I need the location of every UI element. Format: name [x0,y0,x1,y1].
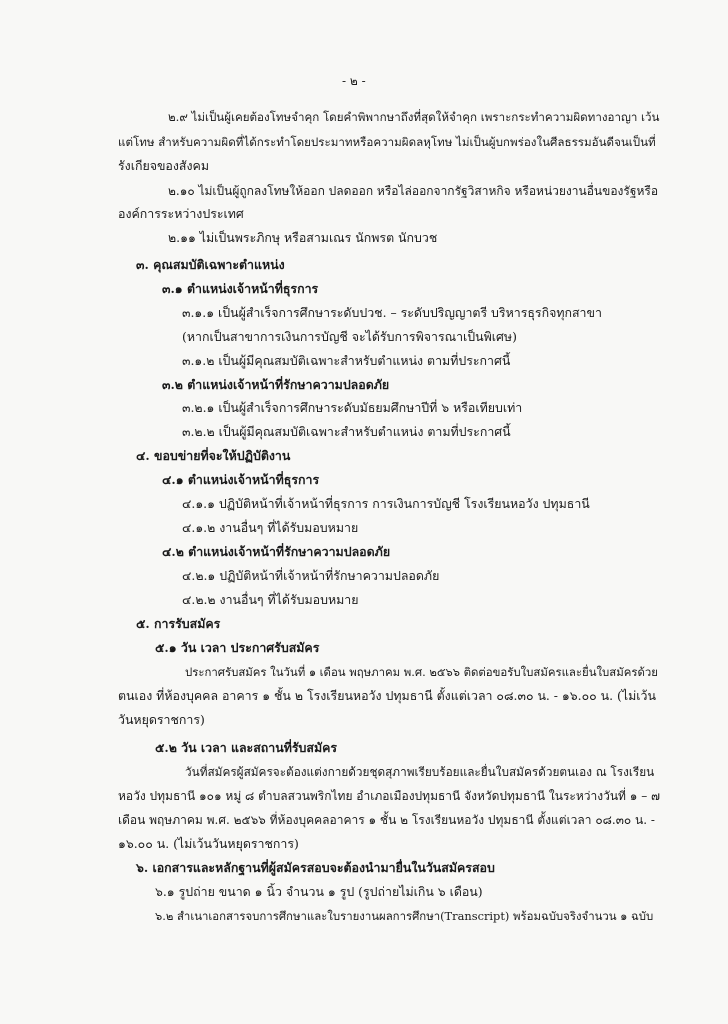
section-4-1-heading: ๔.๑ ตำแหน่งเจ้าหน้าที่ธุรการ [162,472,320,487]
page-number: - ๒ - [342,74,366,88]
item-2-10-line2: องค์การระหว่างประเทศ [118,206,244,221]
item-4-1-1: ๔.๑.๑ ปฏิบัติหน้าที่เจ้าหน้าที่ธุรการ การเงินการบัญชี โรงเรียนหอวัง ปทุมธานี [182,496,590,511]
item-2-10-line1: ๒.๑๐ ไม่เป็นผู้ถูกลงโทษให้ออก ปลดออก หรือไล่ออกจากรัฐวิสาหกิจ หรือหน่วยงานอื่นของรัฐหรือ [168,184,659,198]
item-5-2-line2: หอวัง ปทุมธานี ๑๐๑ หมู่ ๘ ตำบลสวนพริกไทย อำเภอเมืองปทุมธานี จังหวัดปทุมธานี ในระหว่างวันที่ ๑ – ๗ [118,789,661,803]
section-3-1-heading: ๓.๑ ตำแหน่งเจ้าหน้าที่ธุรการ [162,281,319,296]
item-5-1-line3: วันหยุดราชการ) [118,712,205,727]
item-5-1-line2: ตนเอง ที่ห้องบุคคล อาคาร ๑ ชั้น ๒ โรงเรียนหอวัง ปทุมธานี ตั้งแต่เวลา ๐๘.๓๐ น. - ๑๖.๐๐ น. (ไม่เว้น [118,688,656,703]
section-4-2-heading: ๔.๒ ตำแหน่งเจ้าหน้าที่รักษาความปลอดภัย [162,544,391,559]
section-5-heading: ๕. การรับสมัคร [136,616,221,631]
item-2-9-line1: ๒.๙ ไม่เป็นผู้เคยต้องโทษจำคุก โดยคำพิพากษาถึงที่สุดให้จำคุก เพราะกระทำความผิดทางอาญา เว้น [168,110,660,124]
section-5-2-heading: ๕.๒ วัน เวลา และสถานที่รับสมัคร [155,740,338,755]
item-5-2-line4: ๑๖.๐๐ น. (ไม่เว้นวันหยุดราชการ) [118,836,299,851]
section-4-heading: ๔. ขอบข่ายที่จะให้ปฏิบัติงาน [136,448,291,463]
item-4-1-2: ๔.๑.๒ งานอื่นๆ ที่ได้รับมอบหมาย [182,520,359,535]
section-3-heading: ๓. คุณสมบัติเฉพาะตำแหน่ง [136,257,285,272]
item-4-2-2: ๔.๒.๒ งานอื่นๆ ที่ได้รับมอบหมาย [182,592,359,607]
item-3-1-2: ๓.๑.๒ เป็นผู้มีคุณสมบัติเฉพาะสำหรับตำแหน่ง ตามที่ประกาศนี้ [182,353,511,368]
item-5-2-line3: เดือน พฤษภาคม พ.ศ. ๒๕๖๖ ที่ห้องบุคคลอาคาร ๑ ชั้น ๒ โรงเรียนหอวัง ปทุมธานี ตั้งแต่เวลา ๐๘.๓๐ น. - [118,813,655,827]
item-5-1-line1: ประกาศรับสมัคร ในวันที่ ๑ เดือน พฤษภาคม พ.ศ. ๒๕๖๖ ติดต่อขอรับใบสมัครและยื่นใบสมัครด้วย [185,665,658,679]
section-5-1-heading: ๕.๑ วัน เวลา ประกาศรับสมัคร [155,640,320,655]
item-2-11: ๒.๑๑ ไม่เป็นพระภิกษุ หรือสามเณร นักพรต นักบวช [168,230,438,245]
section-3-2-heading: ๓.๒ ตำแหน่งเจ้าหน้าที่รักษาความปลอดภัย [162,377,390,392]
item-4-2-1: ๔.๒.๑ ปฏิบัติหน้าที่เจ้าหน้าที่รักษาความปลอดภัย [182,568,440,583]
item-6-1: ๖.๑ รูปถ่าย ขนาด ๑ นิ้ว จำนวน ๑ รูป (รูปถ่ายไม่เกิน ๖ เดือน) [155,884,483,899]
item-6-2: ๖.๒ สำเนาเอกสารจบการศึกษาและใบรายงานผลการศึกษา(Transcript) พร้อมฉบับจริงจำนวน ๑ ฉบับ [155,909,654,923]
item-3-2-1: ๓.๒.๑ เป็นผู้สำเร็จการศึกษาระดับมัธยมศึกษาปีที่ ๖ หรือเทียบเท่า [182,400,523,415]
item-3-2-2: ๓.๒.๒ เป็นผู้มีคุณสมบัติเฉพาะสำหรับตำแหน่ง ตามที่ประกาศนี้ [182,424,511,439]
item-5-2-line1: วันที่สมัครผู้สมัครจะต้องแต่งกายด้วยชุดสุภาพเรียบร้อยและยื่นใบสมัครด้วยตนเอง ณ โรงเรียน [185,765,655,779]
item-2-9-line3: รังเกียจของสังคม [118,158,209,173]
item-2-9-line2: แต่โทษ สำหรับความผิดที่ได้กระทำโดยประมาทหรือความผิดลหุโทษ ไม่เป็นผู้บกพร่องในศีลธรรมอันดีจนเป็นที่ [118,135,656,149]
item-3-1-1-line2: (หากเป็นสาขาการเงินการบัญชี จะได้รับการพิจารณาเป็นพิเศษ) [182,329,517,344]
section-6-heading: ๖. เอกสารและหลักฐานที่ผู้สมัครสอบจะต้องนำมายื่นในวันสมัครสอบ [136,860,495,875]
item-3-1-1-line1: ๓.๑.๑ เป็นผู้สำเร็จการศึกษาระดับปวช. – ระดับปริญญาตรี บริหารธุรกิจทุกสาขา [182,305,602,320]
